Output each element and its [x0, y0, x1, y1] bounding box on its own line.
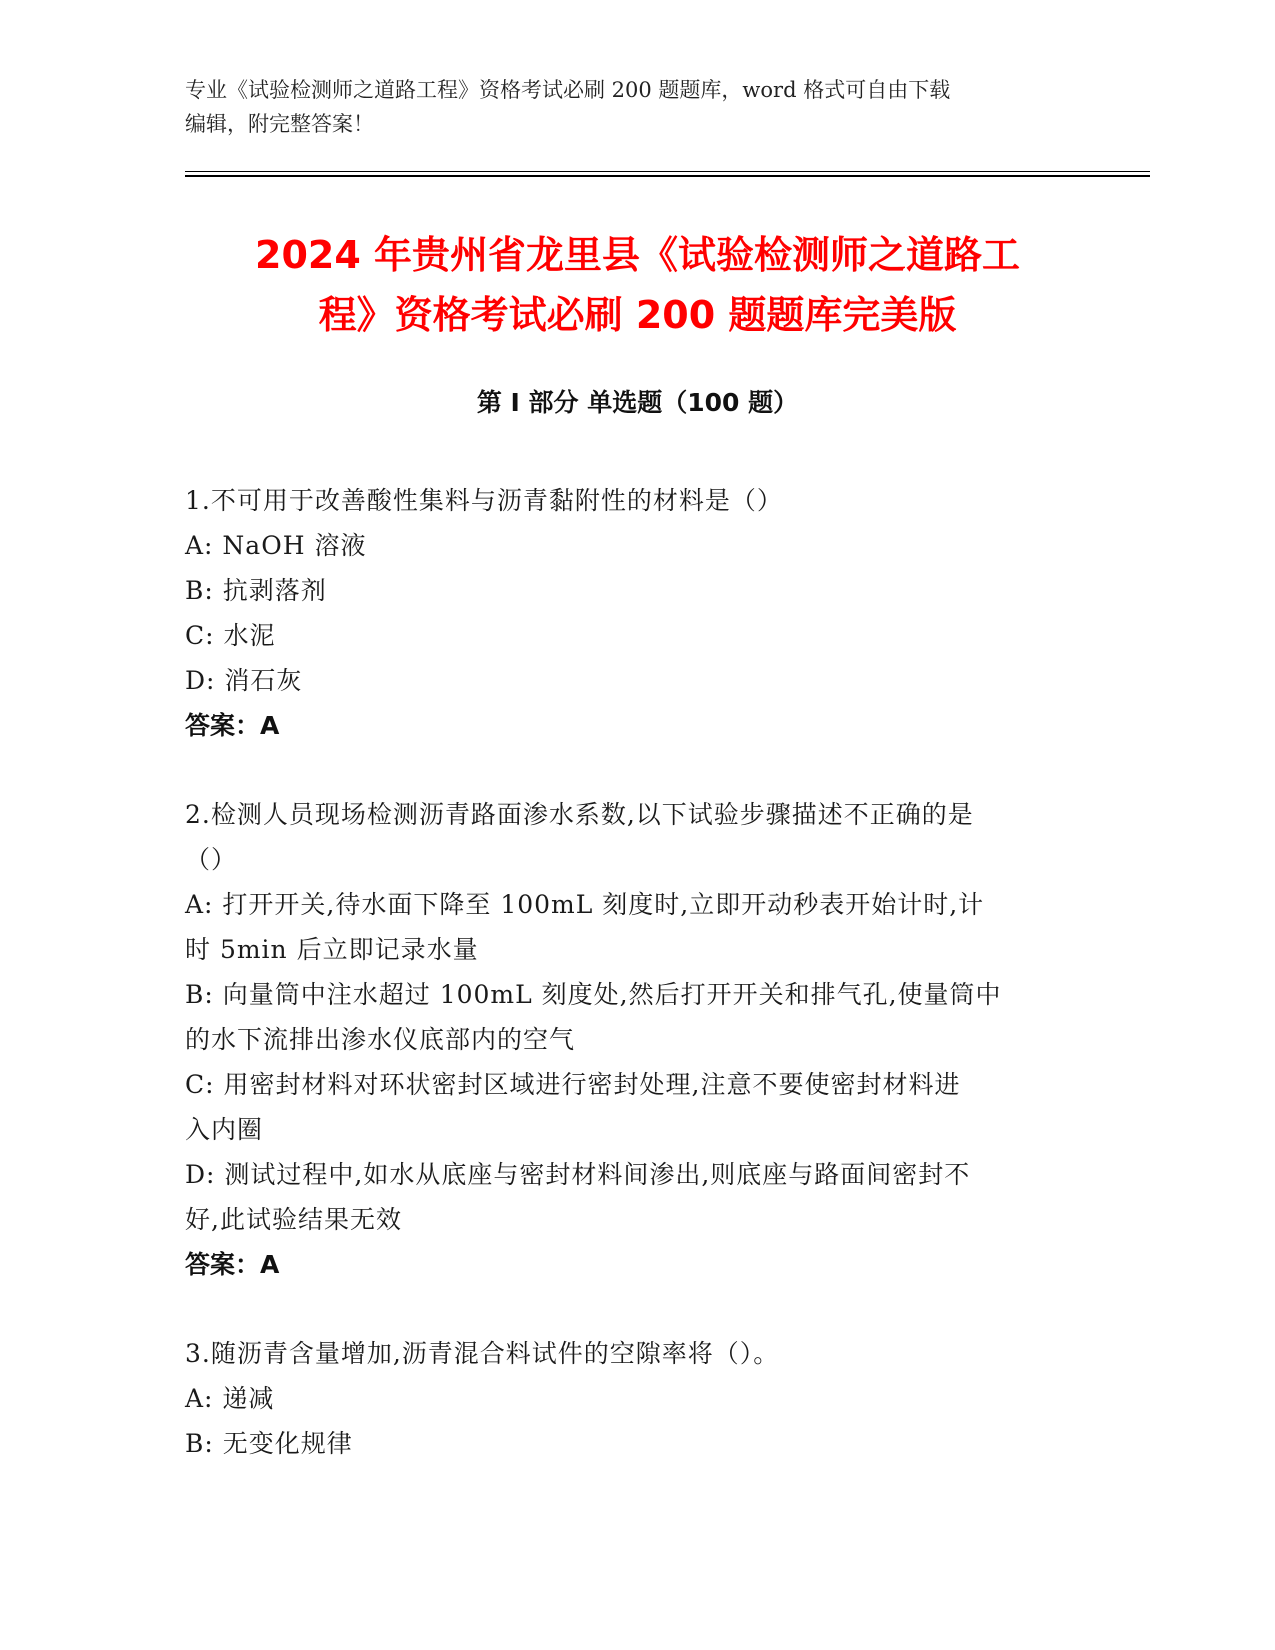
option-a: A: 打开开关,待水面下降至 100mL 刻度时,立即开动秒表开始计时,计	[185, 890, 985, 919]
option-d: D: 测试过程中,如水从底座与密封材料间渗出,则底座与路面间密封不	[185, 1160, 971, 1189]
option-a-continued: 时 5min 后立即记录水量	[185, 935, 479, 964]
question-stem-continued: （）	[185, 845, 238, 874]
document-title	[150, 225, 1125, 345]
question-1	[185, 478, 1085, 748]
header-rule-thin	[185, 171, 1150, 172]
option-b: B: 向量筒中注水超过 100mL 刻度处,然后打开开关和排气孔,使量筒中	[185, 980, 1002, 1009]
option-c: C: 用密封材料对环状密封区域进行密封处理,注意不要使密封材料进	[185, 1070, 961, 1099]
question-2	[185, 792, 1085, 1287]
header-rule-thick	[185, 175, 1150, 177]
option-a: A: NaOH 溶液	[185, 531, 367, 560]
question-stem: 1.不可用于改善酸性集料与沥青黏附性的材料是（）	[185, 486, 783, 515]
document-title-line-2: 程》资格考试必刷 200 题题库完美版	[318, 293, 957, 337]
header-note	[185, 73, 1085, 141]
option-c-continued: 入内圈	[185, 1115, 264, 1144]
section-title: 第 I 部分 单选题（100 题）	[476, 388, 799, 417]
document-title-line-1: 2024 年贵州省龙里县《试验检测师之道路工	[255, 233, 1020, 277]
question-3	[185, 1331, 1085, 1466]
option-b: B: 无变化规律	[185, 1429, 353, 1458]
option-a: A: 递减	[185, 1384, 275, 1413]
answer: 答案：A	[185, 711, 280, 740]
answer: 答案：A	[185, 1250, 280, 1279]
header-note-line-2: 编辑，附完整答案！	[185, 112, 374, 136]
question-list	[185, 478, 1085, 1510]
question-stem: 3.随沥青含量增加,沥青混合料试件的空隙率将（）。	[185, 1339, 780, 1368]
option-d: D: 消石灰	[185, 666, 303, 695]
option-b: B: 抗剥落剂	[185, 576, 327, 605]
option-d-continued: 好,此试验结果无效	[185, 1205, 402, 1234]
option-c: C: 水泥	[185, 621, 276, 650]
option-b-continued: 的水下流排出渗水仪底部内的空气	[185, 1025, 576, 1054]
header-note-line-1: 专业《试验检测师之道路工程》资格考试必刷 200 题题库，word 格式可自由下载	[185, 78, 951, 102]
question-stem: 2.检测人员现场检测沥青路面渗水系数,以下试验步骤描述不正确的是	[185, 800, 974, 829]
